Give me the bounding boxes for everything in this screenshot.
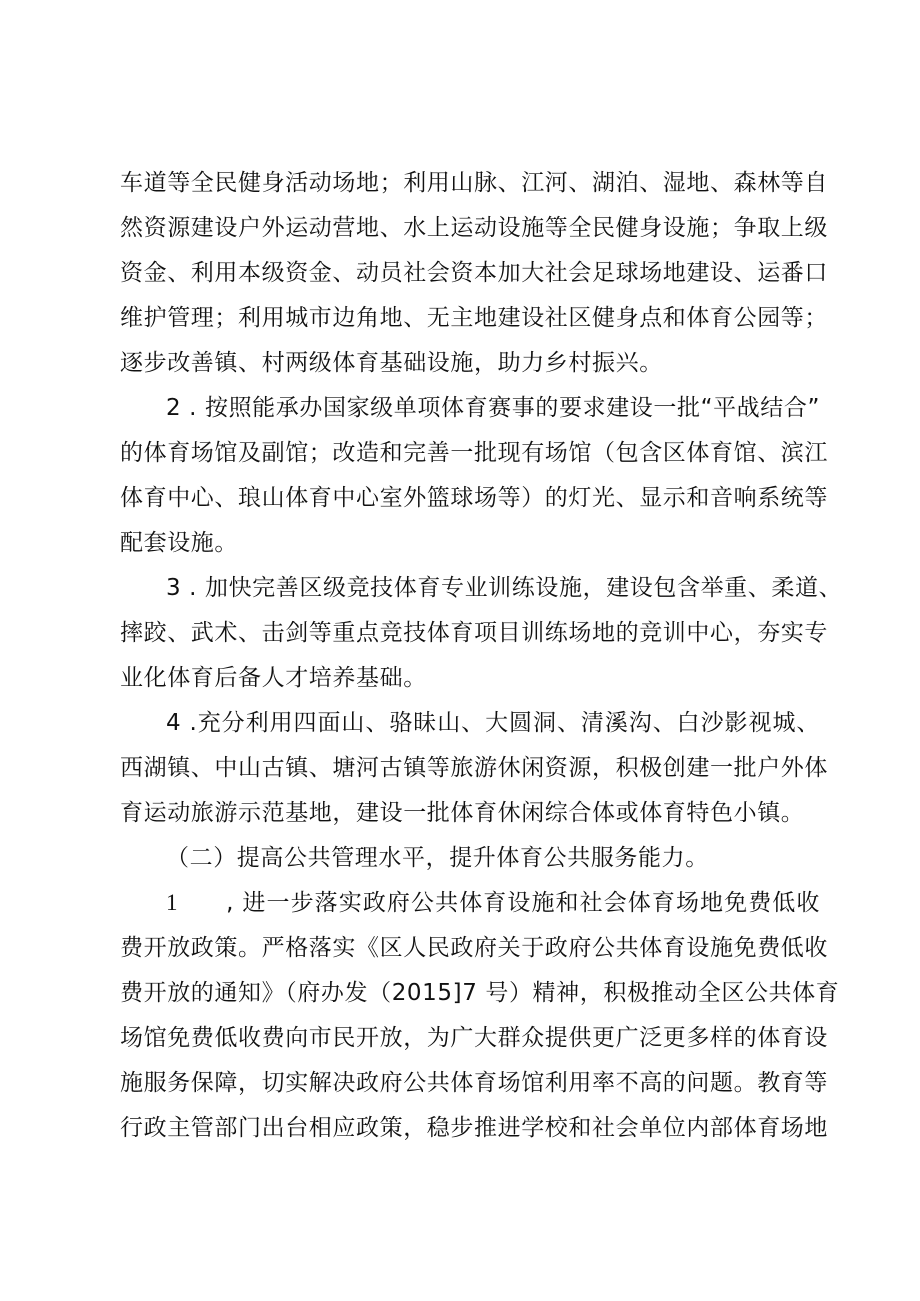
item-1-number: 1: [166, 890, 179, 915]
paragraph-line: 费开放的通知》（府办发（2015]7 号）精神，积极推动全区公共体育: [120, 980, 840, 1006]
item-3-line: 3 . 加快完善区级竞技体育专业训练设施，建设包含举重、柔道、: [166, 575, 843, 601]
item-4-line: 4 .充分利用四面山、骆昧山、大圆洞、清溪沟、白沙影视城、: [166, 710, 820, 736]
paragraph-line: 资金、利用本级资金、动员社会资本加大社会足球场地建设、运番口: [120, 260, 828, 286]
paragraph-line: 维护管理；利用城市边角地、无主地建设社区健身点和体育公园等；: [120, 305, 828, 331]
paragraph-line: 逐步改善镇、村两级体育基础设施，助力乡村振兴。: [120, 350, 663, 376]
paragraph-line: 的体育场馆及副馆；改造和完善一批现有场馆（包含区体育馆、滨江: [120, 440, 828, 466]
paragraph-line: 行政主管部门出台相应政策，稳步推进学校和社会单位内部体育场地: [120, 1115, 828, 1141]
paragraph-line: 车道等全民健身活动场地；利用山脉、江河、湖泊、湿地、森林等自: [120, 170, 828, 196]
item-2-line: 2 . 按照能承办国家级单项体育赛事的要求建设一批“平战结合”: [166, 395, 820, 421]
item-1-line: [166, 880, 820, 926]
paragraph-line: 费开放政策。严格落实《区人民政府关于政府公共体育设施免费低收: [120, 935, 828, 961]
paragraph-line: 摔跤、武术、击剑等重点竞技体育项目训练场地的竞训中心，夯实专: [120, 620, 828, 646]
item-1-text: , 进一步落实政府公共体育设施和社会体育场地免费低收: [226, 890, 820, 916]
paragraph-line: 然资源建设户外运动营地、水上运动设施等全民健身设施；争取上级: [120, 215, 828, 241]
paragraph-line: 场馆免费低收费向市民开放，为广大群众提供更广泛更多样的体育设: [120, 1025, 828, 1051]
paragraph-line: 育运动旅游示范基地，建设一批体育休闲综合体或体育特色小镇。: [120, 800, 805, 826]
paragraph-line: 西湖镇、中山古镇、塘河古镇等旅游休闲资源，积极创建一批户外体: [120, 755, 828, 781]
paragraph-line: 体育中心、琅山体育中心室外篮球场等）的灯光、显示和音响系统等: [120, 485, 828, 511]
paragraph-line: 业化体育后备人才培养基础。: [120, 665, 427, 691]
section-heading: （二）提高公共管理水平，提升体育公共服务能力。: [166, 845, 709, 871]
paragraph-line: 配套设施。: [120, 530, 238, 556]
paragraph-line: 施服务保障，切实解决政府公共体育场馆利用率不高的问题。教育等: [120, 1070, 828, 1096]
